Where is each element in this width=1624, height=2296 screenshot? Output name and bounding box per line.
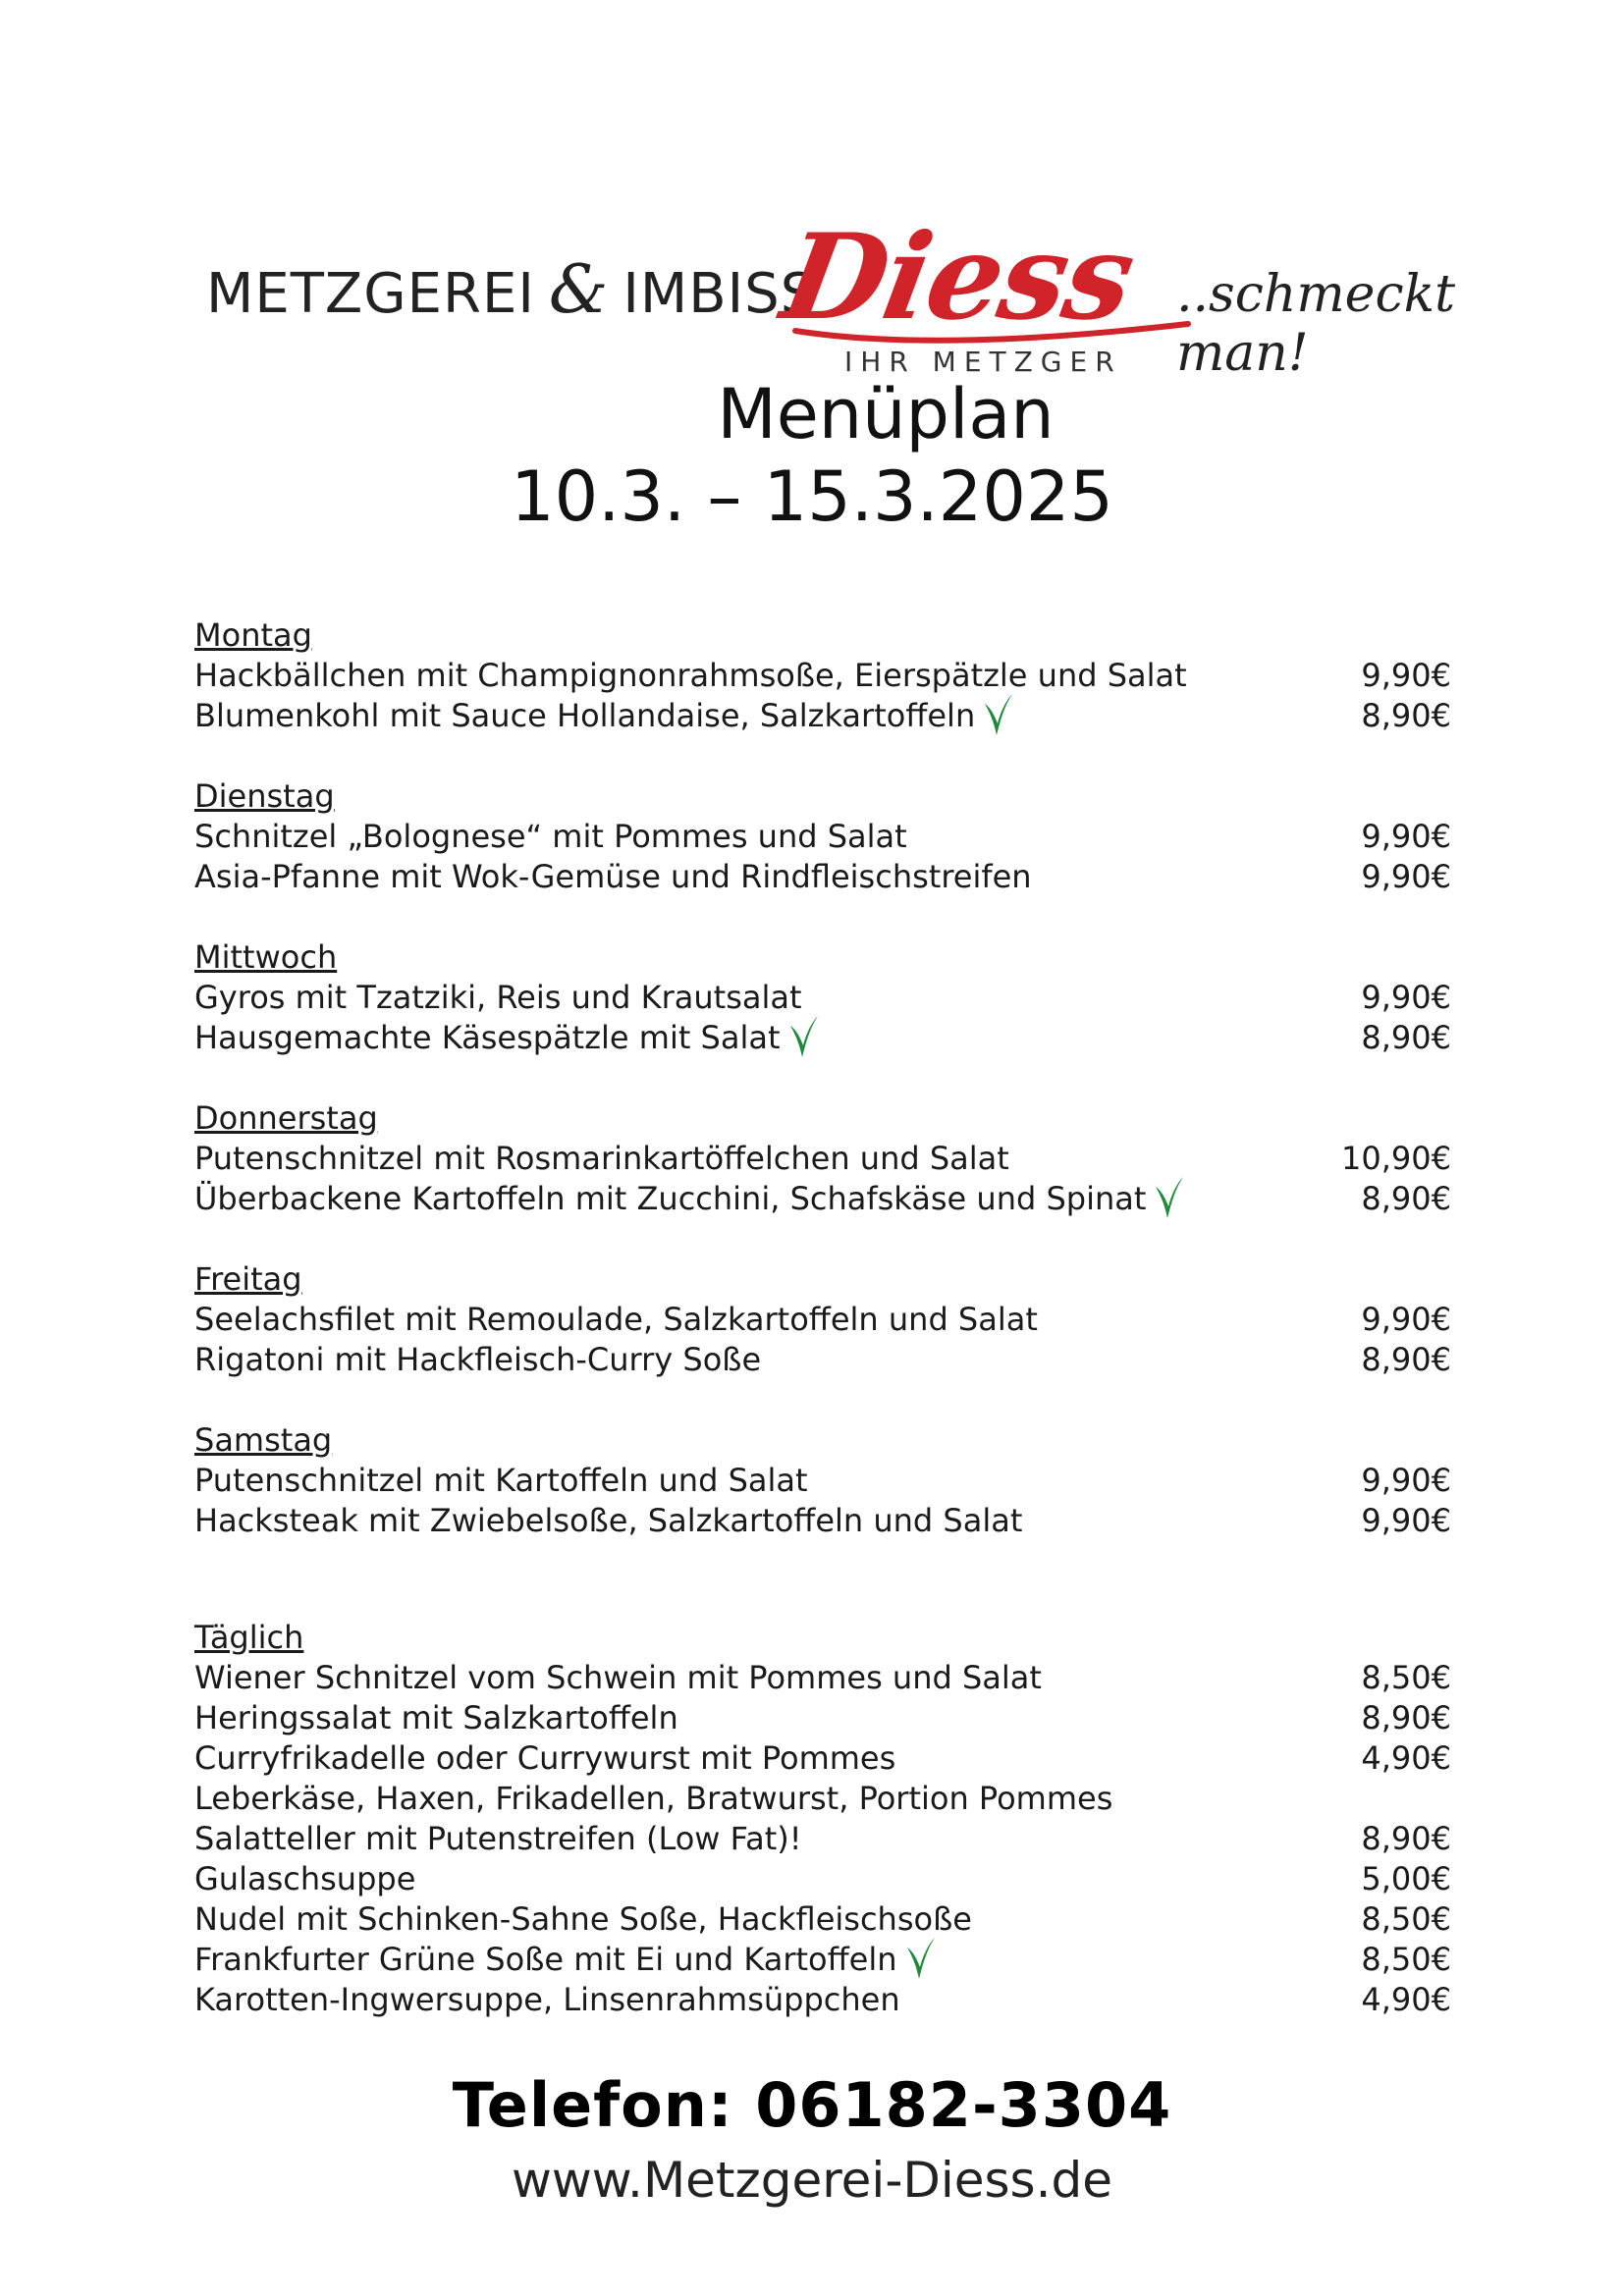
menu-item [194, 696, 1451, 736]
menu-item-name: Salatteller mit Putenstreifen (Low Fat)! [194, 1820, 802, 1857]
menu-item-name: Gyros mit Tzatziki, Reis und Krautsalat [194, 979, 802, 1016]
menu-item-name: Überbackene Kartoffeln mit Zucchini, Schafskäse und Spinat [194, 1180, 1147, 1217]
menu-item-name: Rigatoni mit Hackfleisch-Curry Soße [194, 1341, 762, 1378]
menu-item [194, 978, 1451, 1018]
menu-item-price: 8,90€ [1361, 1019, 1451, 1056]
day-heading: Samstag [194, 1421, 333, 1459]
menu-item-name: Hausgemachte Käsespätzle mit Salat [194, 1019, 781, 1056]
menu-item-name: Frankfurter Grüne Soße mit Ei und Kartoffeln [194, 1941, 897, 1978]
menu-item [194, 1738, 1451, 1779]
menu-item [194, 1179, 1451, 1219]
menu-day [194, 1259, 1451, 1380]
menu-item-name: Curryfrikadelle oder Currywurst mit Pommes [194, 1739, 896, 1777]
menu-item-price: 8,90€ [1361, 1820, 1451, 1857]
menu-item-name: Putenschnitzel mit Kartoffeln und Salat [194, 1462, 808, 1499]
menu-item-price: 8,50€ [1361, 1659, 1451, 1696]
menu-item-price: 9,90€ [1361, 818, 1451, 855]
menu-item-name: Karotten-Ingwersuppe, Linsenrahmsüppchen [194, 1981, 900, 2018]
menu-item-name: Seelachsfilet mit Remoulade, Salzkartoffeln und Salat [194, 1301, 1038, 1338]
menu-item [194, 656, 1451, 696]
menu-item [194, 1501, 1451, 1541]
menu-item [194, 1658, 1451, 1698]
vegetarian-leaf-icon [1152, 1173, 1185, 1222]
menu-item-price: 9,90€ [1361, 1502, 1451, 1539]
menu-item-name: Hackbällchen mit Champignonrahmsoße, Eierspätzle und Salat [194, 657, 1187, 694]
vegetarian-leaf-icon [786, 1012, 820, 1061]
menu-item-price: 9,90€ [1361, 1301, 1451, 1338]
menu-item-name: Schnitzel „Bolognese“ mit Pommes und Salat [194, 818, 907, 855]
menu-item-name: Asia-Pfanne mit Wok-Gemüse und Rindfleischstreifen [194, 858, 1032, 895]
footer-website: www.Metzgerei-Diess.de [511, 2152, 1113, 2209]
menu-item [194, 1980, 1451, 2020]
title-date-range: 10.3. – 15.3.2025 [511, 456, 1113, 537]
menu-item-price: 8,90€ [1361, 1699, 1451, 1736]
logo-ampersand: & [548, 251, 610, 329]
logo-subtitle: IHR METZGER [844, 346, 1122, 378]
menu-item [194, 1819, 1451, 1859]
brand-logo [206, 208, 1551, 383]
menu-day [194, 1420, 1451, 1541]
page-title [0, 373, 1624, 538]
menu-item-name: Wiener Schnitzel vom Schwein mit Pommes und Salat [194, 1659, 1042, 1696]
day-heading: Mittwoch [194, 938, 338, 976]
menu-item-price: 8,90€ [1361, 1180, 1451, 1217]
menu-item-price: 9,90€ [1361, 1462, 1451, 1499]
menu-item-price: 9,90€ [1361, 657, 1451, 694]
menu-item-name: Heringssalat mit Salzkartoffeln [194, 1699, 678, 1736]
logo-brand-name: Diess [773, 208, 1143, 347]
menu-item [194, 1899, 1451, 1940]
menu-list [194, 615, 1451, 2060]
menu-item [194, 1940, 1451, 1980]
menu-item [194, 1461, 1451, 1501]
menu-item-price: 9,90€ [1361, 858, 1451, 895]
menu-item [194, 1018, 1451, 1058]
menu-day [194, 615, 1451, 736]
menu-item-name: Hacksteak mit Zwiebelsoße, Salzkartoffeln und Salat [194, 1502, 1023, 1539]
menu-item [194, 857, 1451, 897]
menu-item [194, 1698, 1451, 1738]
menu-item [194, 1779, 1451, 1819]
menu-item [194, 817, 1451, 857]
footer-phone: Telefon: 06182-3304 [452, 2069, 1172, 2141]
menu-item-price: 4,90€ [1361, 1981, 1451, 2018]
menu-item [194, 1139, 1451, 1179]
logo-metzgerei: METZGEREI [206, 262, 535, 326]
menu-day [194, 776, 1451, 897]
menu-item-price: 8,90€ [1361, 697, 1451, 734]
menu-day [194, 1618, 1451, 2020]
menu-item-price: 8,50€ [1361, 1900, 1451, 1938]
logo-slogan: ..schmeckt man! [1176, 265, 1455, 383]
vegetarian-leaf-icon [981, 690, 1014, 739]
day-heading: Donnerstag [194, 1099, 378, 1137]
menu-item-price: 8,90€ [1361, 1341, 1451, 1378]
menu-item-price: 10,90€ [1341, 1140, 1451, 1177]
menu-item-name: Gulaschsuppe [194, 1860, 416, 1897]
title-menuplan: Menüplan [717, 374, 1055, 454]
day-heading: Freitag [194, 1260, 302, 1298]
vegetarian-leaf-icon [903, 1934, 937, 1983]
menu-item-price: 5,00€ [1361, 1860, 1451, 1897]
menu-item-name: Putenschnitzel mit Rosmarinkartöffelchen und Salat [194, 1140, 1009, 1177]
logo-imbiss: IMBISS [623, 262, 817, 326]
menu-item-name: Nudel mit Schinken-Sahne Soße, Hackfleischsoße [194, 1900, 972, 1938]
menu-day [194, 937, 1451, 1058]
menu-item-name: Leberkäse, Haxen, Frikadellen, Bratwurst, Portion Pommes [194, 1780, 1113, 1817]
menu-item-price: 9,90€ [1361, 979, 1451, 1016]
menu-item [194, 1300, 1451, 1340]
menu-item-name: Blumenkohl mit Sauce Hollandaise, Salzkartoffeln [194, 697, 976, 734]
day-heading: Täglich [194, 1619, 304, 1656]
menu-item-price: 4,90€ [1361, 1739, 1451, 1777]
menu-item [194, 1859, 1451, 1899]
menu-item [194, 1340, 1451, 1380]
day-heading: Dienstag [194, 777, 335, 815]
day-heading: Montag [194, 616, 312, 654]
menu-item-price: 8,50€ [1361, 1941, 1451, 1978]
menu-day [194, 1098, 1451, 1219]
logo-left-text [206, 251, 816, 329]
